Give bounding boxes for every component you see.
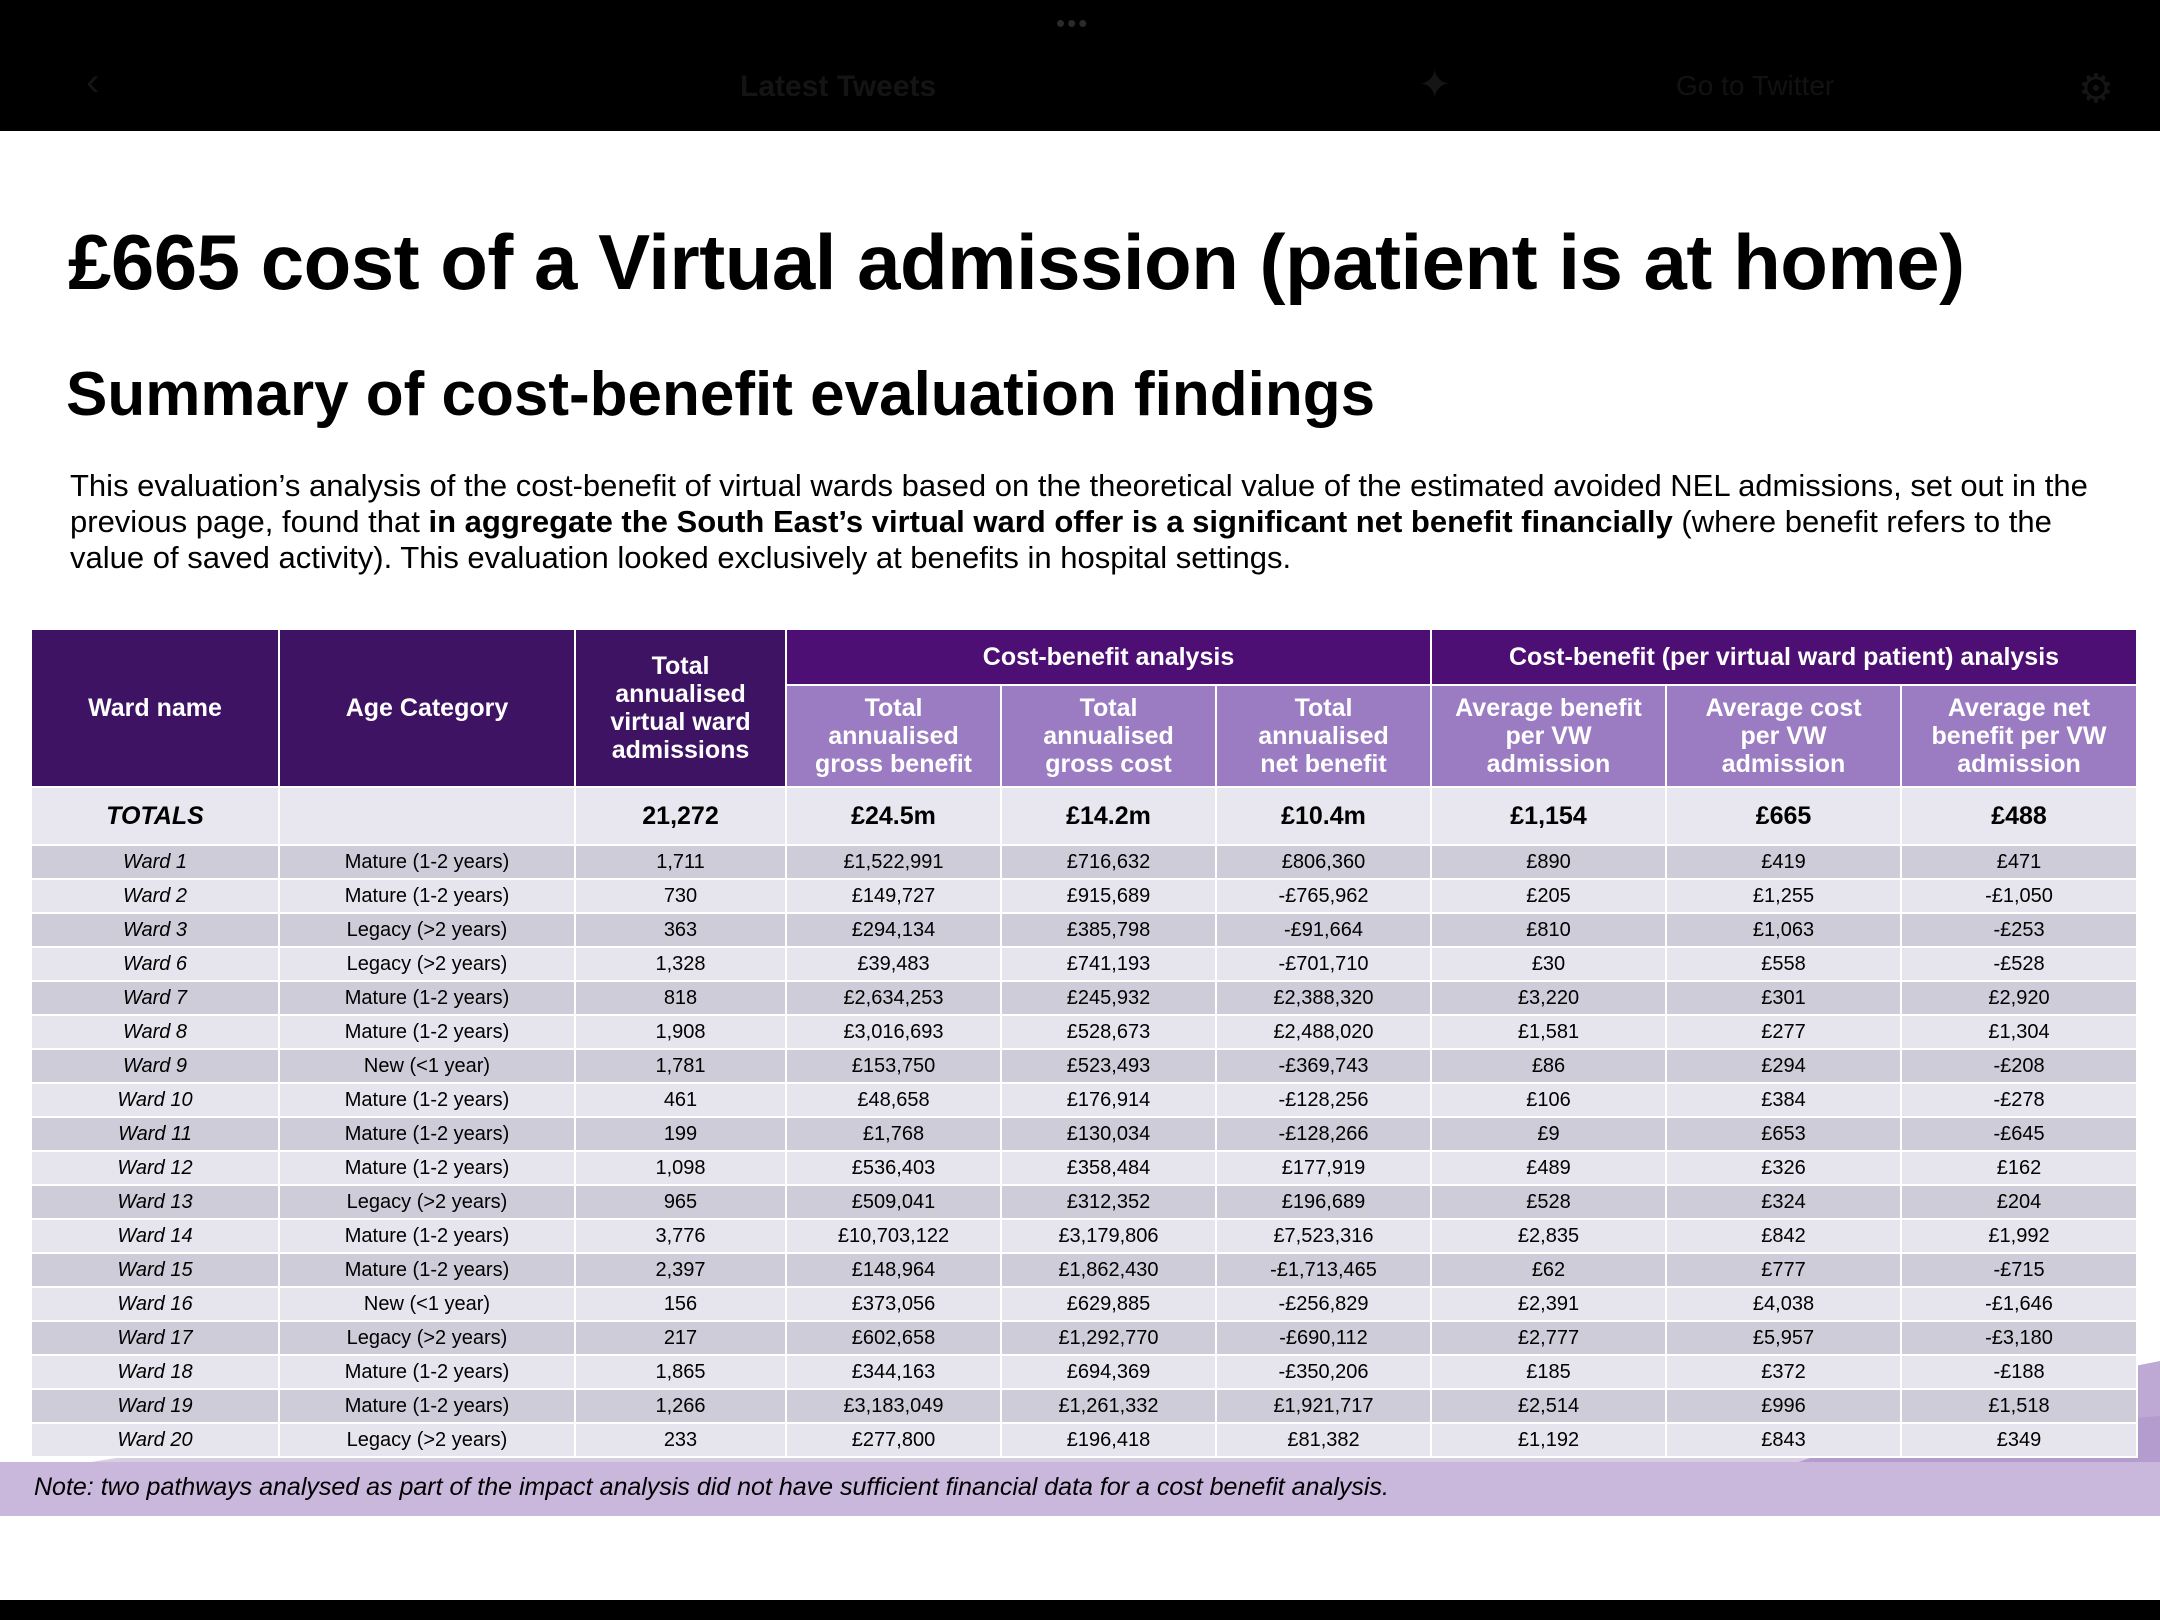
cell-age-category: Legacy (>2 years)	[279, 1321, 575, 1355]
sparkle-icon[interactable]: ✦	[1418, 63, 1452, 107]
cell-admissions: 217	[575, 1321, 786, 1355]
cell-admissions: 3,776	[575, 1219, 786, 1253]
top-app-bar	[0, 0, 2160, 131]
table-row	[31, 913, 2137, 947]
cell-ward-name: Ward 15	[31, 1253, 279, 1287]
table-row	[31, 1117, 2137, 1151]
cell-gross-cost: £716,632	[1001, 845, 1216, 879]
cell-net-benefit: £177,919	[1216, 1151, 1431, 1185]
cell-avg-net: £349	[1901, 1423, 2137, 1457]
cell-age-category: Mature (1-2 years)	[279, 845, 575, 879]
cell-ward-name: Ward 3	[31, 913, 279, 947]
cell-gross-benefit: £48,658	[786, 1083, 1001, 1117]
cell-avg-cost: £5,957	[1666, 1321, 1901, 1355]
cell-net-benefit: -£690,112	[1216, 1321, 1431, 1355]
cell-avg-net: £1,518	[1901, 1389, 2137, 1423]
totals-avg-net: £488	[1901, 787, 2137, 845]
cell-avg-net: -£645	[1901, 1117, 2137, 1151]
cell-avg-net: -£278	[1901, 1083, 2137, 1117]
cell-admissions: 1,908	[575, 1015, 786, 1049]
cell-avg-benefit: £489	[1431, 1151, 1666, 1185]
cell-gross-cost: £176,914	[1001, 1083, 1216, 1117]
cell-avg-net: -£188	[1901, 1355, 2137, 1389]
settings-icon[interactable]: ⚙	[2078, 67, 2114, 111]
cell-gross-benefit: £149,727	[786, 879, 1001, 913]
cell-gross-cost: £741,193	[1001, 947, 1216, 981]
cell-gross-benefit: £10,703,122	[786, 1219, 1001, 1253]
cell-avg-net: -£253	[1901, 913, 2137, 947]
cell-ward-name: Ward 20	[31, 1423, 279, 1457]
cell-gross-cost: £915,689	[1001, 879, 1216, 913]
cell-ward-name: Ward 1	[31, 845, 279, 879]
intro-text-1: This evaluation’s analysis of the cost-benefit of virtual wards based on the theoretical value of the estimated avoided NEL admissions, set out in the previous page, found that	[70, 468, 2088, 539]
table-row	[31, 947, 2137, 981]
cell-net-benefit: £2,488,020	[1216, 1015, 1431, 1049]
cell-avg-cost: £419	[1666, 845, 1901, 879]
cell-avg-benefit: £3,220	[1431, 981, 1666, 1015]
window-handle-dots[interactable]: •••	[1056, 8, 1090, 38]
cell-admissions: 199	[575, 1117, 786, 1151]
cell-gross-benefit: £3,183,049	[786, 1389, 1001, 1423]
table-row	[31, 1219, 2137, 1253]
cell-admissions: 730	[575, 879, 786, 913]
totals-row	[31, 787, 2137, 845]
header-group-per-patient: Cost-benefit (per virtual ward patient) analysis	[1431, 629, 2137, 685]
table-row	[31, 1049, 2137, 1083]
cell-gross-benefit: £277,800	[786, 1423, 1001, 1457]
cell-avg-net: £2,920	[1901, 981, 2137, 1015]
cell-gross-benefit: £153,750	[786, 1049, 1001, 1083]
cell-gross-benefit: £344,163	[786, 1355, 1001, 1389]
totals-avg-cost: £665	[1666, 787, 1901, 845]
header-avg-net: Average net benefit per VW admission	[1901, 685, 2137, 787]
cell-admissions: 818	[575, 981, 786, 1015]
page-title: £665 cost of a Virtual admission (patient is at home)	[68, 218, 1965, 306]
footnote: Note: two pathways analysed as part of the impact analysis did not have sufficient financial data for a cost benefit analysis.	[34, 1473, 1389, 1501]
cell-net-benefit: £806,360	[1216, 845, 1431, 879]
cell-gross-cost: £130,034	[1001, 1117, 1216, 1151]
totals-label: TOTALS	[31, 787, 279, 845]
cell-age-category: New (<1 year)	[279, 1287, 575, 1321]
header-net-benefit: Total annualised net benefit	[1216, 685, 1431, 787]
cell-net-benefit: £1,921,717	[1216, 1389, 1431, 1423]
cell-age-category: Mature (1-2 years)	[279, 1253, 575, 1287]
cell-avg-benefit: £810	[1431, 913, 1666, 947]
cell-net-benefit: £81,382	[1216, 1423, 1431, 1457]
cell-avg-cost: £294	[1666, 1049, 1901, 1083]
cell-ward-name: Ward 12	[31, 1151, 279, 1185]
cell-avg-net: £162	[1901, 1151, 2137, 1185]
table-row	[31, 845, 2137, 879]
cell-gross-cost: £245,932	[1001, 981, 1216, 1015]
cell-gross-cost: £694,369	[1001, 1355, 1216, 1389]
cell-avg-cost: £372	[1666, 1355, 1901, 1389]
cell-avg-benefit: £185	[1431, 1355, 1666, 1389]
cell-gross-cost: £3,179,806	[1001, 1219, 1216, 1253]
cell-ward-name: Ward 8	[31, 1015, 279, 1049]
cell-avg-net: £471	[1901, 845, 2137, 879]
table-row	[31, 1423, 2137, 1457]
table-row	[31, 879, 2137, 913]
cell-gross-cost: £1,261,332	[1001, 1389, 1216, 1423]
cell-gross-benefit: £148,964	[786, 1253, 1001, 1287]
cell-avg-net: -£715	[1901, 1253, 2137, 1287]
cell-net-benefit: -£128,256	[1216, 1083, 1431, 1117]
cell-ward-name: Ward 9	[31, 1049, 279, 1083]
header-group-cost-benefit: Cost-benefit analysis	[786, 629, 1431, 685]
cell-ward-name: Ward 2	[31, 879, 279, 913]
cell-avg-benefit: £528	[1431, 1185, 1666, 1219]
cell-avg-cost: £384	[1666, 1083, 1901, 1117]
cell-avg-benefit: £62	[1431, 1253, 1666, 1287]
cell-ward-name: Ward 6	[31, 947, 279, 981]
cell-age-category: Mature (1-2 years)	[279, 1355, 575, 1389]
table-row	[31, 1389, 2137, 1423]
totals-avg-benefit: £1,154	[1431, 787, 1666, 845]
table-row	[31, 981, 2137, 1015]
cell-admissions: 1,865	[575, 1355, 786, 1389]
back-arrow-icon[interactable]: ‹	[86, 60, 100, 104]
cell-avg-benefit: £2,514	[1431, 1389, 1666, 1423]
cell-ward-name: Ward 13	[31, 1185, 279, 1219]
table-row	[31, 1015, 2137, 1049]
cell-avg-cost: £324	[1666, 1185, 1901, 1219]
header-ward-name: Ward name	[31, 629, 279, 787]
totals-gross-benefit: £24.5m	[786, 787, 1001, 845]
cell-age-category: Mature (1-2 years)	[279, 1151, 575, 1185]
totals-gross-cost: £14.2m	[1001, 787, 1216, 845]
cell-avg-net: -£208	[1901, 1049, 2137, 1083]
table-row	[31, 1253, 2137, 1287]
cell-gross-benefit: £294,134	[786, 913, 1001, 947]
cell-age-category: Mature (1-2 years)	[279, 1117, 575, 1151]
cell-net-benefit: £2,388,320	[1216, 981, 1431, 1015]
cell-avg-benefit: £9	[1431, 1117, 1666, 1151]
cell-admissions: 461	[575, 1083, 786, 1117]
cell-age-category: Legacy (>2 years)	[279, 947, 575, 981]
cell-avg-cost: £277	[1666, 1015, 1901, 1049]
cell-net-benefit: -£1,713,465	[1216, 1253, 1431, 1287]
cell-age-category: Legacy (>2 years)	[279, 1185, 575, 1219]
cell-net-benefit: -£350,206	[1216, 1355, 1431, 1389]
cell-ward-name: Ward 11	[31, 1117, 279, 1151]
cell-net-benefit: -£91,664	[1216, 913, 1431, 947]
cell-avg-cost: £301	[1666, 981, 1901, 1015]
table-row	[31, 1287, 2137, 1321]
cell-age-category: Mature (1-2 years)	[279, 1219, 575, 1253]
cell-avg-benefit: £106	[1431, 1083, 1666, 1117]
cell-age-category: Mature (1-2 years)	[279, 1015, 575, 1049]
cell-avg-benefit: £1,192	[1431, 1423, 1666, 1457]
cell-avg-cost: £843	[1666, 1423, 1901, 1457]
totals-admissions: 21,272	[575, 787, 786, 845]
cell-net-benefit: -£701,710	[1216, 947, 1431, 981]
cell-avg-benefit: £1,581	[1431, 1015, 1666, 1049]
cell-gross-cost: £629,885	[1001, 1287, 1216, 1321]
cell-avg-net: -£1,050	[1901, 879, 2137, 913]
cell-avg-cost: £996	[1666, 1389, 1901, 1423]
cell-gross-benefit: £3,016,693	[786, 1015, 1001, 1049]
cell-age-category: New (<1 year)	[279, 1049, 575, 1083]
cell-avg-net: -£528	[1901, 947, 2137, 981]
go-to-twitter-button[interactable]: Go to Twitter	[1676, 70, 1835, 101]
cell-net-benefit: -£128,266	[1216, 1117, 1431, 1151]
cell-age-category: Mature (1-2 years)	[279, 981, 575, 1015]
cell-net-benefit: -£256,829	[1216, 1287, 1431, 1321]
cell-ward-name: Ward 19	[31, 1389, 279, 1423]
cell-avg-cost: £653	[1666, 1117, 1901, 1151]
cell-avg-cost: £1,063	[1666, 913, 1901, 947]
cell-gross-cost: £523,493	[1001, 1049, 1216, 1083]
cell-avg-net: £204	[1901, 1185, 2137, 1219]
cell-admissions: 1,781	[575, 1049, 786, 1083]
cell-avg-cost: £558	[1666, 947, 1901, 981]
cell-net-benefit: -£765,962	[1216, 879, 1431, 913]
header-gross-cost: Total annualised gross cost	[1001, 685, 1216, 787]
intro-text-bold: in aggregate the South East’s virtual ward offer is a significant net benefit financially	[428, 504, 1673, 539]
cell-gross-cost: £196,418	[1001, 1423, 1216, 1457]
cell-gross-cost: £312,352	[1001, 1185, 1216, 1219]
cell-age-category: Mature (1-2 years)	[279, 1389, 575, 1423]
cell-ward-name: Ward 10	[31, 1083, 279, 1117]
topbar-title: Latest Tweets	[740, 70, 937, 103]
cell-avg-benefit: £2,835	[1431, 1219, 1666, 1253]
cell-avg-net: -£3,180	[1901, 1321, 2137, 1355]
cell-age-category: Legacy (>2 years)	[279, 913, 575, 947]
header-age-category: Age Category	[279, 629, 575, 787]
cell-age-category: Mature (1-2 years)	[279, 1083, 575, 1117]
bottom-bar	[0, 1600, 2160, 1620]
intro-text-2: (where benefit refers to the value of saved activity). This evaluation looked exclusively at benefits in hospital settings.	[70, 504, 2052, 575]
table-row	[31, 1151, 2137, 1185]
cell-avg-net: -£1,646	[1901, 1287, 2137, 1321]
section-heading: Summary of cost-benefit evaluation findings	[66, 360, 1376, 429]
slide	[0, 131, 2160, 1600]
intro-paragraph	[70, 468, 2130, 576]
cell-net-benefit: £7,523,316	[1216, 1219, 1431, 1253]
cell-gross-benefit: £2,634,253	[786, 981, 1001, 1015]
cell-ward-name: Ward 14	[31, 1219, 279, 1253]
totals-age-category	[279, 787, 575, 845]
cell-gross-benefit: £39,483	[786, 947, 1001, 981]
cell-avg-net: £1,992	[1901, 1219, 2137, 1253]
cell-avg-cost: £777	[1666, 1253, 1901, 1287]
cell-ward-name: Ward 18	[31, 1355, 279, 1389]
cost-benefit-table	[30, 628, 2138, 1458]
cell-age-category: Mature (1-2 years)	[279, 879, 575, 913]
cell-gross-benefit: £1,522,991	[786, 845, 1001, 879]
totals-net-benefit: £10.4m	[1216, 787, 1431, 845]
cell-admissions: 1,328	[575, 947, 786, 981]
table-row	[31, 1185, 2137, 1219]
table-row	[31, 1321, 2137, 1355]
cell-avg-benefit: £2,777	[1431, 1321, 1666, 1355]
cell-ward-name: Ward 7	[31, 981, 279, 1015]
table-row	[31, 1083, 2137, 1117]
cell-gross-cost: £358,484	[1001, 1151, 1216, 1185]
cell-avg-benefit: £890	[1431, 845, 1666, 879]
header-total-admissions: Total annualised virtual ward admissions	[575, 629, 786, 787]
cell-gross-benefit: £509,041	[786, 1185, 1001, 1219]
cell-gross-cost: £1,292,770	[1001, 1321, 1216, 1355]
cell-gross-cost: £385,798	[1001, 913, 1216, 947]
cell-net-benefit: £196,689	[1216, 1185, 1431, 1219]
cell-admissions: 965	[575, 1185, 786, 1219]
cell-avg-benefit: £205	[1431, 879, 1666, 913]
cell-admissions: 2,397	[575, 1253, 786, 1287]
cell-avg-cost: £842	[1666, 1219, 1901, 1253]
cell-gross-benefit: £373,056	[786, 1287, 1001, 1321]
table-row	[31, 1355, 2137, 1389]
cell-gross-cost: £1,862,430	[1001, 1253, 1216, 1287]
cell-gross-cost: £528,673	[1001, 1015, 1216, 1049]
cell-admissions: 1,098	[575, 1151, 786, 1185]
cell-admissions: 233	[575, 1423, 786, 1457]
cell-avg-cost: £4,038	[1666, 1287, 1901, 1321]
header-gross-benefit: Total annualised gross benefit	[786, 685, 1001, 787]
cell-avg-benefit: £86	[1431, 1049, 1666, 1083]
cell-ward-name: Ward 16	[31, 1287, 279, 1321]
cell-age-category: Legacy (>2 years)	[279, 1423, 575, 1457]
cell-admissions: 1,711	[575, 845, 786, 879]
cell-admissions: 156	[575, 1287, 786, 1321]
header-avg-benefit: Average benefit per VW admission	[1431, 685, 1666, 787]
cell-gross-benefit: £602,658	[786, 1321, 1001, 1355]
cell-gross-benefit: £1,768	[786, 1117, 1001, 1151]
cell-ward-name: Ward 17	[31, 1321, 279, 1355]
footnote-bar	[0, 1462, 2160, 1516]
cell-avg-benefit: £2,391	[1431, 1287, 1666, 1321]
header-avg-cost: Average cost per VW admission	[1666, 685, 1901, 787]
cell-avg-cost: £1,255	[1666, 879, 1901, 913]
cell-avg-cost: £326	[1666, 1151, 1901, 1185]
cell-gross-benefit: £536,403	[786, 1151, 1001, 1185]
cell-avg-benefit: £30	[1431, 947, 1666, 981]
cell-avg-net: £1,304	[1901, 1015, 2137, 1049]
cell-admissions: 363	[575, 913, 786, 947]
cell-admissions: 1,266	[575, 1389, 786, 1423]
cell-net-benefit: -£369,743	[1216, 1049, 1431, 1083]
